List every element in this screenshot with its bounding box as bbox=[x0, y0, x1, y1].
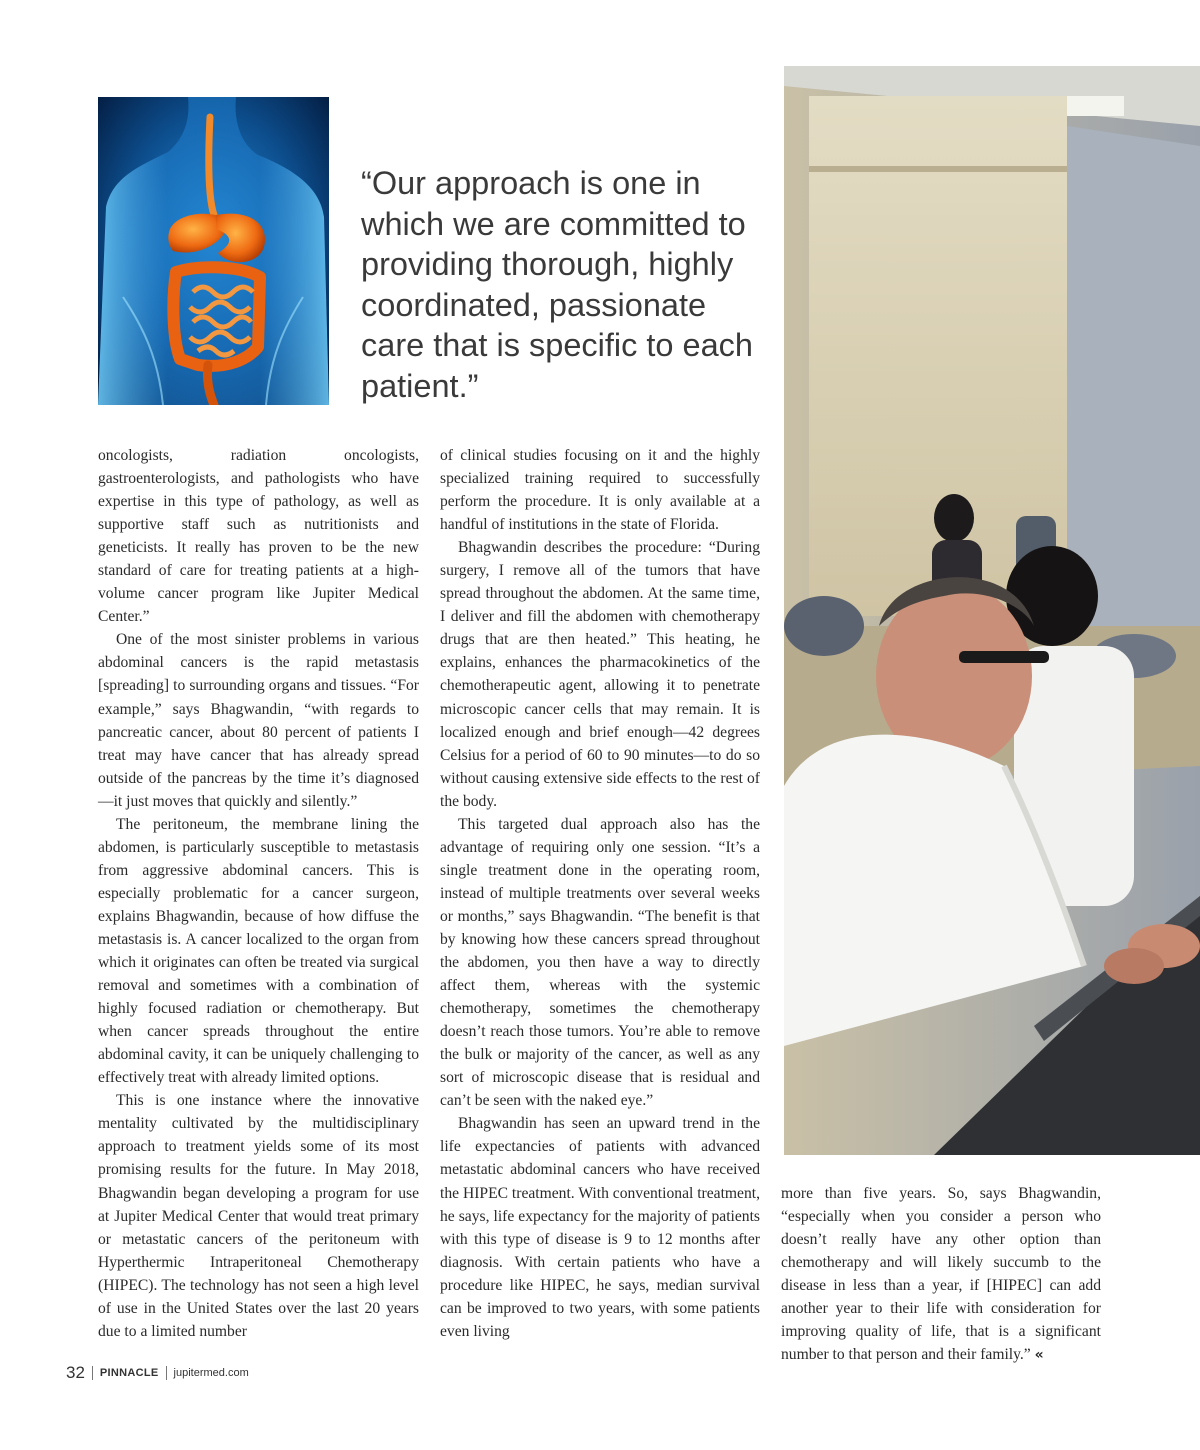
article-column-3 bbox=[781, 1182, 1101, 1367]
page-number: 32 bbox=[66, 1363, 85, 1382]
end-mark-icon: « bbox=[1034, 1347, 1044, 1364]
conference-room-photo bbox=[784, 66, 1200, 1155]
paragraph: Bhagwandin has seen an upward trend in the life expectancies of patients with advanced metastatic abdominal cancers who have received the HIPEC treatment. With conventional treatment, he says, life expectancy for the majority of patients with this type of disease is 9 to 12 months after diagnosis. With certain patients who have a procedure like HIPEC, he says, median survival can be improved to two years, with some patients even living bbox=[440, 1115, 760, 1340]
paragraph-text: more than five years. So, says Bhagwandin, “especially when you consider a person who doesn’t really have any other option than chemotherapy and will likely succumb to the disease in less than a year, if [HIPEC] can add another year to their life with consideration for improving quality of life, that is a significant number to that person and their family.” bbox=[781, 1185, 1101, 1364]
divider bbox=[166, 1366, 167, 1380]
paragraph: of clinical studies focusing on it and the highly specialized training required to successfully perform the procedure. It is only available at a handful of institutions in the state of Florida. bbox=[440, 447, 760, 534]
article-column-2 bbox=[440, 444, 760, 1343]
divider bbox=[92, 1366, 93, 1380]
paragraph bbox=[781, 1182, 1101, 1367]
paragraph: oncologists, radiation oncologists, gastroenterologists, and pathologists who have expertise in this type of pathology, as well as supportive staff such as nutritionists and geneticists. It really has proven to be the new standard of care for treating patients at a high-volume cancer program like Jupiter Medical Center.” bbox=[98, 447, 419, 626]
paragraph: One of the most sinister problems in various abdominal cancers is the rapid metastasis [spreading] to surrounding organs and tissues. “For example,” says Bhagwandin, “with regards to pancreatic cancer, about 80 percent of patients I treat may have cancer that has already spread outside of the pancreas by the time it’s diagnosed—it just moves that quickly and silently.” bbox=[98, 631, 419, 810]
website-url: jupitermed.com bbox=[173, 1367, 249, 1379]
page-footer bbox=[66, 1363, 249, 1383]
article-column-1 bbox=[98, 444, 419, 1343]
paragraph: Bhagwandin describes the procedure: “During surgery, I remove all of the tumors that have spread throughout the abdomen. At the same time, I deliver and fill the abdomen with chemotherapy drugs that are then heated.” This heating, he explains, enhances the pharmacokinetics of the chemotherapeutic agent, allowing it to penetrate microscopic cancer cells that may remain. It is localized enough and brief enough—42 degrees Celsius for a period of 60 to 90 minutes—to do so without causing extensive side effects to the rest of the body. bbox=[440, 539, 760, 810]
paragraph: This targeted dual approach also has the advantage of requiring only one session. “It’s a single treatment done in the operating room, instead of multiple treatments over several weeks or months,” says Bhagwandin. “The benefit is that by knowing how these cancers spread throughout the abdomen, you then have a way to directly affect them, whereas with the systemic chemotherapy, sometimes the chemotherapy doesn’t reach those tumors. You’re able to remove the bulk or majority of the cancer, as well as any sort of microscopic disease that is residual and can’t be seen with the naked eye.” bbox=[440, 815, 760, 1110]
paragraph: The peritoneum, the membrane lining the abdomen, is particularly susceptible to metastasis from aggressive abdominal cancers. This is especially problematic for a cancer surgeon, explains Bhagwandin, because of how diffuse the metastasis is. A cancer localized to the organ from which it originates can often be treated via surgical removal and sometimes with a combination of highly focused radiation or chemotherapy. But when cancer spreads throughout the entire abdominal cavity, it can be uniquely challenging to effectively treat with already limited options. bbox=[98, 815, 419, 1087]
publication-name: PINNACLE bbox=[99, 1367, 159, 1379]
pull-quote: “Our approach is one in which we are committed to providing thorough, highly coordinated, passionate care that is specific to each patient.” bbox=[361, 165, 753, 404]
digestive-system-illustration bbox=[98, 97, 329, 405]
paragraph: This is one instance where the innovative mentality cultivated by the multidisciplinary approach to treatment yields some of its most promising results for the future. In May 2018, Bhagwandin began developing a program for use at Jupiter Medical Center that would treat primary or metastatic cancers of the peritoneum with Hyperthermic Intraperitoneal Chemotherapy (HIPEC). The technology has not seen a high level of use in the United States over the last 20 years due to a limited number bbox=[98, 1092, 419, 1340]
